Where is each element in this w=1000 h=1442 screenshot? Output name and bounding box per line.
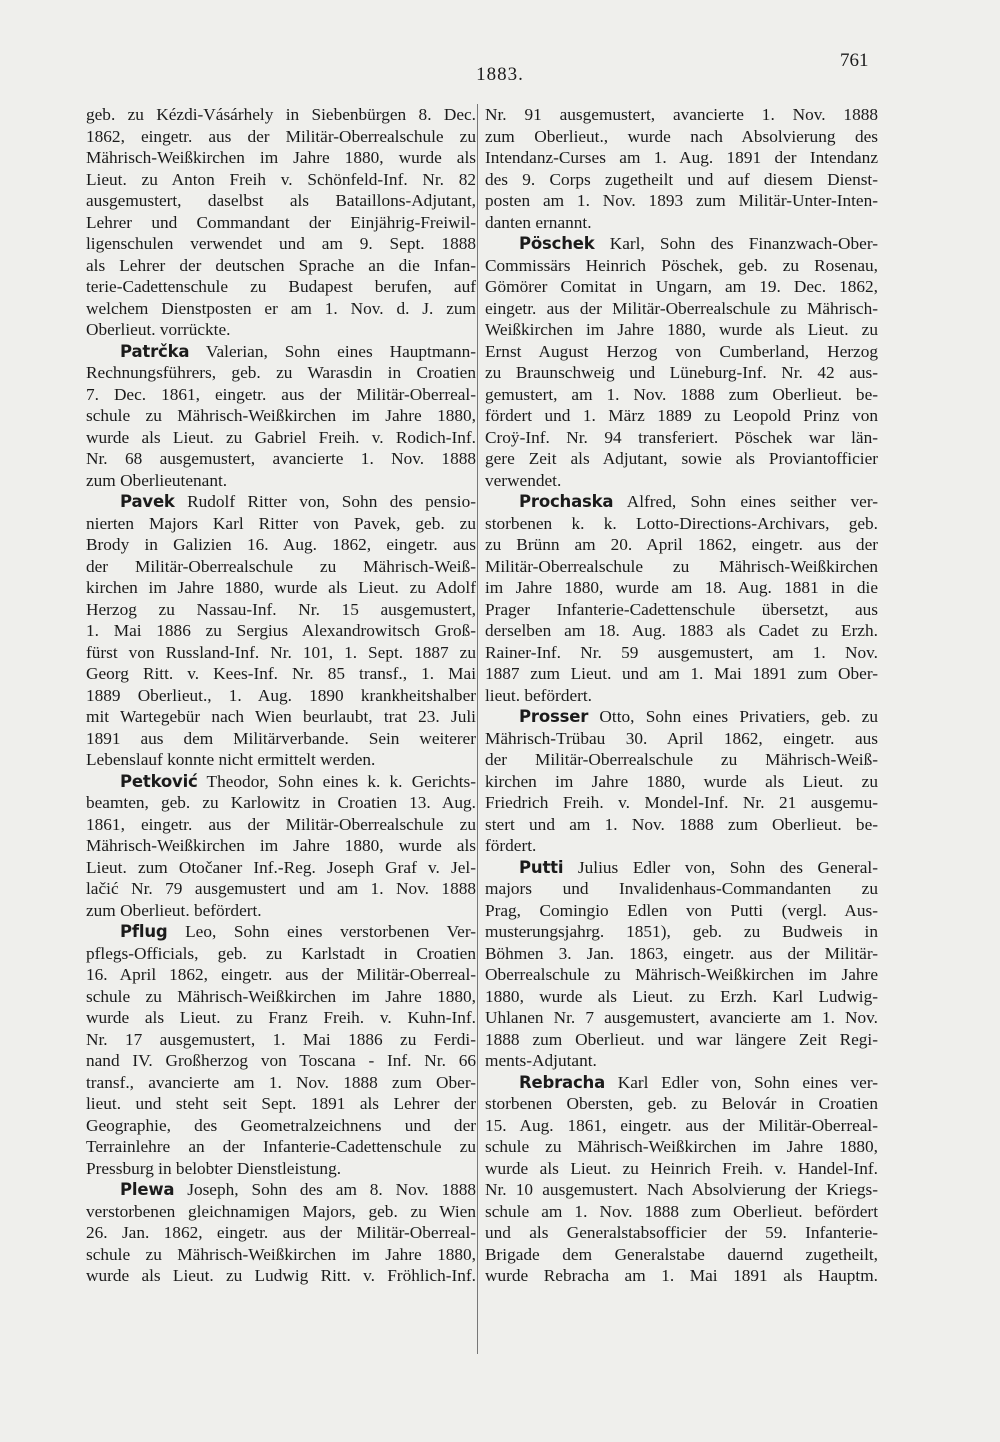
line-text: schule zu Mährisch-Weißkirchen im Jahre 1880,: [485, 1137, 878, 1156]
line-text: geb. zu Kézdi-Vásárhely in Siebenbürgen 8. Dec.: [86, 105, 476, 124]
line-text: Rechnungsführers, geb. zu Warasdin in Croatien: [86, 363, 476, 382]
text-line: [86, 943, 476, 965]
text-line: [86, 405, 476, 427]
text-line: [86, 427, 476, 449]
text-line: [86, 599, 476, 621]
line-text: mit Wartegebür nach Wien beurlaubt, trat 23. Juli: [86, 707, 476, 726]
text-line: [86, 835, 476, 857]
line-text: Karl Edler von, Sohn eines ver-: [617, 1072, 878, 1092]
text-line: [86, 577, 476, 599]
entry-first-line: [86, 921, 476, 943]
entry-surname: Prochaska: [519, 492, 614, 511]
line-text: Böhmen 3. Jan. 1863, eingetr. aus der Militär-: [485, 943, 878, 963]
text-line: [86, 513, 476, 535]
text-line: [86, 276, 476, 298]
line-text: schule zu Mährisch-Weißkirchen im Jahre 1880,: [86, 986, 476, 1006]
entry-first-line: [485, 706, 878, 728]
entry-first-line: [485, 857, 878, 879]
line-text: wurde als Lieut. zu Gabriel Freih. v. Rodich-Inf.: [86, 427, 476, 447]
text-line: [485, 1115, 878, 1137]
line-text: Mährisch-Weißkirchen im Jahre 1880, wurde als: [86, 836, 476, 855]
line-text: als Lehrer der deutschen Sprache an die Infan-: [86, 255, 476, 275]
text-line: [86, 319, 476, 341]
text-line: [86, 1265, 476, 1287]
text-line: [485, 1007, 878, 1029]
line-text: Uhlanen Nr. 7 ausgemustert, avancierte am 1. Nov.: [485, 1008, 878, 1027]
line-text: transf., avancierte am 1. Nov. 1888 zum Ober-: [86, 1072, 476, 1092]
line-text: derselben am 18. Aug. 1883 als Cadet zu Erzh.: [485, 621, 878, 640]
text-line: [485, 642, 878, 664]
entry-surname: Pöschek: [519, 234, 595, 253]
text-line: [485, 448, 878, 470]
text-line: [485, 599, 878, 621]
entry-surname: Plewa: [120, 1180, 175, 1199]
text-line: [86, 233, 476, 255]
entry-surname: Prosser: [519, 707, 589, 726]
line-text: schule am 1. Nov. 1888 zum Oberlieut. befördert: [485, 1201, 878, 1221]
text-line: [86, 147, 476, 169]
line-text: Mährisch-Trübau 30. April 1862, eingetr. aus: [485, 728, 878, 748]
entry-first-line: [86, 491, 476, 513]
line-text: verstorbenen gleichnamigen Majors, geb. zu Wien: [86, 1201, 476, 1221]
line-text: ligenschulen verwendet und am 9. Sept. 1888: [86, 234, 476, 253]
text-line: [86, 104, 476, 126]
text-line: [485, 276, 878, 298]
text-line: [485, 1244, 878, 1266]
text-line: [86, 685, 476, 707]
entry-first-line: [86, 341, 476, 363]
text-line: [86, 900, 476, 922]
text-line: [86, 255, 476, 277]
line-text: Pressburg in belobter Dienstleistung.: [86, 1158, 342, 1178]
line-text: 1887 zum Lieut. und am 1. Mai 1891 zum Ober-: [485, 664, 878, 683]
entry-surname: Pflug: [120, 922, 168, 941]
line-text: 16. April 1862, eingetr. aus der Militär-Oberreal-: [86, 965, 476, 984]
text-line: [485, 362, 878, 384]
line-text: Julius Edler von, Sohn des General-: [577, 857, 878, 877]
line-text: Nr. 10 ausgemustert. Nach Absolvierung der Kriegs-: [485, 1180, 878, 1199]
text-line: [485, 986, 878, 1008]
line-text: welchem Dienstposten er am 1. Nov. d. J. zum: [86, 298, 476, 318]
text-line: [485, 685, 878, 707]
line-text: 15. Aug. 1861, eingetr. aus der Militär-Oberreal-: [485, 1115, 878, 1135]
entry-surname: Rebracha: [519, 1072, 606, 1092]
entry-surname: Patrčka: [120, 341, 190, 361]
text-line: [485, 1158, 878, 1180]
text-line: [485, 169, 878, 191]
line-text: musterungsjahrg. 1851), geb. zu Budweis in: [485, 922, 878, 941]
text-line: [485, 943, 878, 965]
text-line: [86, 448, 476, 470]
line-text: Mährisch-Weißkirchen im Jahre 1880, wurde als: [86, 148, 476, 167]
line-text: und als Generalstabsofficier der 59. Infanterie-: [485, 1223, 878, 1242]
text-line: [86, 1222, 476, 1244]
text-line: [86, 190, 476, 212]
line-text: Georg Ritt. v. Kees-Inf. Nr. 85 transf., 1. Mai: [86, 664, 476, 683]
line-text: storbenen k. k. Lotto-Directions-Archivars, geb.: [485, 513, 878, 533]
line-text: 1880, wurde als Lieut. zu Erzh. Karl Ludwig-: [485, 986, 878, 1006]
line-text: Oberlieut. vorrückte.: [86, 320, 231, 339]
page-year: 1883.: [476, 64, 524, 85]
text-line: [485, 298, 878, 320]
text-line: [86, 212, 476, 234]
right-column: [485, 104, 878, 1287]
line-text: Oberrealschule zu Mährisch-Weißkirchen im Jahre: [485, 965, 878, 984]
line-text: Intendanz-Curses am 1. Aug. 1891 der Intendanz: [485, 148, 878, 167]
text-line: [485, 663, 878, 685]
text-line: [485, 470, 878, 492]
line-text: zum Oberlieut., wurde nach Absolvierung des: [485, 126, 878, 146]
line-text: 1888 zum Oberlieut. und war längere Zeit Regi-: [485, 1029, 878, 1049]
entry-surname: Petković: [120, 771, 198, 791]
text-line: [86, 126, 476, 148]
line-text: zum Oberlieut. befördert.: [86, 900, 262, 920]
text-line: [86, 1244, 476, 1266]
line-text: Lieut. zu Anton Freih v. Schönfeld-Inf. Nr. 82: [86, 169, 476, 189]
line-text: Weißkirchen im Jahre 1880, wurde als Lieut. zu: [485, 320, 878, 339]
text-line: [485, 749, 878, 771]
text-line: [86, 1050, 476, 1072]
line-text: wurde als Lieut. zu Heinrich Freih. v. Handel-Inf.: [485, 1158, 878, 1178]
line-text: Joseph, Sohn des am 8. Nov. 1888: [187, 1180, 477, 1199]
text-line: [485, 255, 878, 277]
line-text: stert und am 1. Nov. 1888 zum Oberlieut. be-: [485, 814, 878, 834]
line-text: Croÿ-Inf. Nr. 94 transferiert. Pöschek war län-: [485, 427, 878, 447]
text-line: [485, 1201, 878, 1223]
line-text: 1861, eingetr. aus der Militär-Oberrealschule zu: [86, 814, 476, 834]
line-text: der Militär-Oberrealschule zu Mährisch-Weiß-: [485, 750, 878, 769]
line-text: der Militär-Oberrealschule zu Mährisch-Weiß-: [86, 556, 476, 576]
text-line: [485, 104, 878, 126]
text-line: [485, 792, 878, 814]
line-text: majors und Invalidenhaus-Commandanten zu: [485, 879, 878, 898]
line-text: Terrainlehre an der Infanterie-Cadettenschule zu: [86, 1137, 476, 1156]
line-text: lieut. befördert.: [485, 685, 593, 705]
text-line: [86, 728, 476, 750]
text-line: [485, 341, 878, 363]
text-line: [86, 534, 476, 556]
line-text: Nr. 68 ausgemustert, avancierte 1. Nov. 1888: [86, 449, 476, 468]
line-text: des 9. Corps zugetheilt und auf diesem Dienst-: [485, 169, 878, 189]
text-line: [86, 814, 476, 836]
text-line: [485, 1265, 878, 1287]
line-text: schule zu Mährisch-Weißkirchen im Jahre 1880,: [86, 1244, 476, 1264]
line-text: eingetr. aus der Militär-Oberrealschule zu Mährisch-: [485, 298, 878, 318]
line-text: nand IV. Großherzog von Toscana - Inf. Nr. 66: [86, 1051, 476, 1070]
text-line: [485, 964, 878, 986]
line-text: pflegs-Officials, geb. zu Karlstadt in Croatien: [86, 943, 476, 963]
column-divider: [477, 104, 478, 1354]
text-line: [86, 663, 476, 685]
line-text: schule zu Mährisch-Weißkirchen im Jahre 1880,: [86, 406, 476, 425]
line-text: 1889 Oberlieut., 1. Aug. 1890 krankheitshalber: [86, 685, 476, 705]
text-line: [86, 706, 476, 728]
line-text: Rainer-Inf. Nr. 59 ausgemustert, am 1. Nov.: [485, 642, 878, 662]
text-line: [485, 1050, 878, 1072]
line-text: kirchen im Jahre 1880, wurde als Lieut. zu: [485, 771, 878, 791]
line-text: verwendet.: [485, 470, 562, 490]
line-text: fürst von Russland-Inf. Nr. 101, 1. Sept. 1887 zu: [86, 642, 476, 662]
line-text: Leo, Sohn eines verstorbenen Ver-: [185, 922, 476, 941]
line-text: Lebenslauf konnte nicht ermittelt werden.: [86, 750, 376, 769]
line-text: Otto, Sohn eines Privatiers, geb. zu: [599, 707, 878, 726]
text-line: [485, 427, 878, 449]
text-line: [485, 878, 878, 900]
line-text: lačić Nr. 79 ausgemustert und am 1. Nov. 1888: [86, 879, 476, 898]
text-line: [485, 1222, 878, 1244]
line-text: terie-Cadettenschule zu Budapest berufen, auf: [86, 277, 476, 296]
entry-first-line: [485, 491, 878, 513]
line-text: 7. Dec. 1861, eingetr. aus der Militär-Oberreal-: [86, 384, 476, 404]
text-line: [86, 620, 476, 642]
text-line: [485, 921, 878, 943]
text-line: [86, 792, 476, 814]
line-text: Ernst August Herzog von Cumberland, Herzog: [485, 341, 878, 361]
text-line: [485, 319, 878, 341]
line-text: danten ernannt.: [485, 212, 592, 232]
line-text: Alfred, Sohn eines seither ver-: [626, 492, 878, 511]
text-line: [86, 1115, 476, 1137]
text-line: [86, 384, 476, 406]
line-text: posten am 1. Nov. 1893 zum Militär-Unter-Inten-: [485, 191, 878, 210]
entry-first-line: [86, 1179, 476, 1201]
line-text: Friedrich Freih. v. Mondel-Inf. Nr. 21 ausgemu-: [485, 793, 878, 812]
line-text: zu Brünn am 20. April 1862, eingetr. aus der: [485, 535, 878, 554]
text-line: [86, 878, 476, 900]
line-text: wurde Rebracha am 1. Mai 1891 als Hauptm.: [485, 1266, 878, 1285]
text-line: [485, 577, 878, 599]
page-number: 761: [840, 50, 869, 71]
entry-surname: Putti: [519, 857, 564, 877]
entry-surname: Pavek: [120, 492, 175, 511]
text-line: [485, 556, 878, 578]
text-line: [86, 1093, 476, 1115]
line-text: 26. Jan. 1862, eingetr. aus der Militär-Oberreal-: [86, 1223, 476, 1242]
text-line: [86, 964, 476, 986]
text-line: [485, 771, 878, 793]
text-line: [485, 1093, 878, 1115]
text-line: [86, 470, 476, 492]
text-line: [86, 857, 476, 879]
line-text: 1891 aus dem Militärverbande. Sein weiterer: [86, 728, 476, 748]
text-line: [485, 1029, 878, 1051]
line-text: gemustert, am 1. Nov. 1888 zum Oberlieut. be-: [485, 384, 878, 404]
line-text: Brigade dem Generalstabe dauernd zugetheilt,: [485, 1244, 878, 1264]
line-text: Militär-Oberrealschule zu Mährisch-Weißkirchen: [485, 556, 878, 576]
line-text: Nr. 91 ausgemustert, avancierte 1. Nov. 1888: [485, 105, 878, 124]
line-text: Commissärs Heinrich Pöschek, geb. zu Rosenau,: [485, 255, 878, 275]
entry-first-line: [485, 233, 878, 255]
line-text: zum Oberlieutenant.: [86, 470, 228, 490]
line-text: Prager Infanterie-Cadettenschule übersetzt, aus: [485, 599, 878, 619]
text-line: [485, 190, 878, 212]
text-line: [485, 620, 878, 642]
text-line: [485, 814, 878, 836]
text-line: [86, 1158, 476, 1180]
line-text: Brody in Galizien 16. Aug. 1862, eingetr. aus: [86, 535, 476, 554]
line-text: Gömörer Comitat in Ungarn, am 19. Dec. 1862,: [485, 277, 878, 296]
line-text: zu Braunschweig und Lüneburg-Inf. Nr. 42 aus-: [485, 363, 878, 382]
left-column: [86, 104, 476, 1287]
line-text: Prag, Comingio Edlen von Putti (vergl. Aus-: [485, 900, 878, 920]
line-text: wurde als Lieut. zu Ludwig Ritt. v. Fröhlich-Inf.: [86, 1266, 476, 1285]
entry-first-line: [86, 771, 476, 793]
line-text: lieut. und steht seit Sept. 1891 als Lehrer der: [86, 1094, 476, 1113]
text-line: [485, 1179, 878, 1201]
text-line: [86, 298, 476, 320]
line-text: 1862, eingetr. aus der Militär-Oberrealschule zu: [86, 126, 476, 146]
text-line: [485, 126, 878, 148]
line-text: ausgemustert, daselbst als Bataillons-Adjutant,: [86, 191, 476, 210]
line-text: Theodor, Sohn eines k. k. Gerichts-: [206, 771, 476, 791]
line-text: Nr. 17 ausgemustert, 1. Mai 1886 zu Ferdi-: [86, 1029, 476, 1049]
line-text: fördert.: [485, 836, 537, 855]
text-line: [485, 534, 878, 556]
text-line: [86, 1072, 476, 1094]
text-line: [86, 169, 476, 191]
text-line: [485, 900, 878, 922]
text-line: [86, 556, 476, 578]
text-line: [485, 212, 878, 234]
text-line: [485, 384, 878, 406]
line-text: Karl, Sohn des Finanzwach-Ober-: [609, 234, 878, 253]
text-line: [485, 405, 878, 427]
line-text: Valerian, Sohn eines Hauptmann-: [205, 341, 476, 361]
text-line: [86, 749, 476, 771]
text-line: [485, 513, 878, 535]
text-line: [86, 986, 476, 1008]
text-line: [86, 1007, 476, 1029]
text-line: [86, 642, 476, 664]
line-text: storbenen Obersten, geb. zu Belovár in Croatien: [485, 1094, 878, 1113]
line-text: nierten Majors Karl Ritter von Pavek, geb. zu: [86, 513, 476, 533]
line-text: gere Zeit als Adjutant, sowie als Proviantofficier: [485, 449, 878, 468]
line-text: kirchen im Jahre 1880, wurde als Lieut. zu Adolf: [86, 578, 476, 597]
line-text: im Jahre 1880, wurde am 18. Aug. 1881 in die: [485, 578, 878, 597]
text-line: [485, 147, 878, 169]
text-line: [86, 1029, 476, 1051]
text-line: [86, 1136, 476, 1158]
line-text: Rudolf Ritter von, Sohn des pensio-: [187, 492, 476, 511]
line-text: Lieut. zum Otočaner Inf.-Reg. Joseph Graf v. Jel-: [86, 857, 476, 877]
line-text: beamten, geb. zu Karlowitz in Croatien 13. Aug.: [86, 793, 476, 812]
line-text: Lehrer und Commandant der Einjährig-Freiwil-: [86, 212, 476, 232]
line-text: Geographie, des Geometralzeichnens und der: [86, 1115, 476, 1135]
line-text: ments-Adjutant.: [485, 1051, 597, 1070]
line-text: 1. Mai 1886 zu Sergius Alexandrowitsch Groß-: [86, 621, 476, 640]
line-text: fördert und 1. März 1889 zu Leopold Prinz von: [485, 406, 878, 425]
text-line: [86, 362, 476, 384]
text-line: [485, 1136, 878, 1158]
text-line: [485, 728, 878, 750]
text-line: [86, 1201, 476, 1223]
entry-first-line: [485, 1072, 878, 1094]
line-text: wurde als Lieut. zu Franz Freih. v. Kuhn-Inf.: [86, 1008, 476, 1027]
text-line: [485, 835, 878, 857]
line-text: Herzog zu Nassau-Inf. Nr. 15 ausgemustert,: [86, 599, 476, 619]
